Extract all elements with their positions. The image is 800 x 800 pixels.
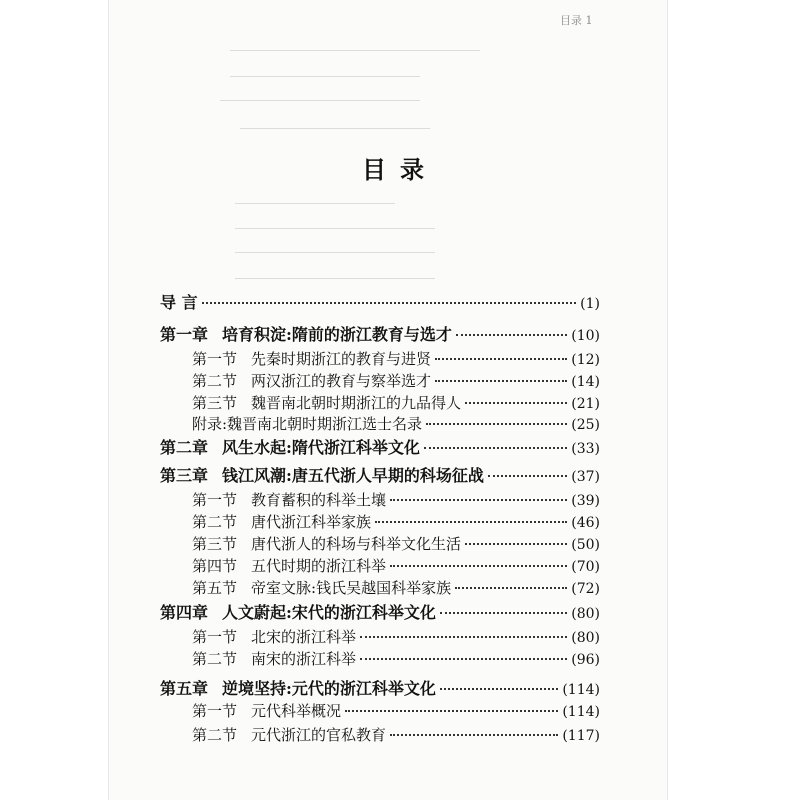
toc-entry-title: 附录:魏晋南北朝时期浙江选士名录 — [192, 415, 423, 433]
bleed-through-rule — [230, 76, 420, 77]
dot-leader — [345, 709, 558, 712]
dot-leader — [426, 422, 567, 425]
toc-entry-number: 第二节 — [192, 650, 238, 668]
toc-entry-number: 第一节 — [192, 491, 238, 509]
toc-section-entry[interactable] — [192, 724, 600, 745]
dot-leader — [435, 379, 567, 382]
toc-page-number: (80) — [571, 630, 600, 646]
toc-entry-number: 第三节 — [192, 394, 238, 412]
toc-entry-title: 南宋的浙江科举 — [251, 650, 357, 668]
dot-leader — [440, 611, 567, 614]
toc-entry-number: 第三章 — [160, 466, 209, 485]
toc-section-entry[interactable] — [192, 700, 600, 721]
toc-page-number: (37) — [571, 469, 600, 485]
toc-entry-number: 第一章 — [160, 325, 209, 344]
toc-section-entry[interactable] — [192, 370, 600, 391]
bleed-through-rule — [230, 50, 480, 51]
toc-entry-title: 元代浙江的官私教育 — [251, 726, 387, 744]
toc-section-entry[interactable] — [192, 533, 600, 554]
dot-leader — [360, 657, 567, 660]
toc-entry-title: 先秦时期浙江的教育与进贤 — [251, 350, 432, 368]
toc-chapter-entry[interactable] — [160, 290, 600, 313]
toc-section-entry[interactable] — [192, 348, 600, 369]
toc-entry-title: 两汉浙江的教育与察举选才 — [251, 372, 432, 390]
toc-page-number: (80) — [571, 606, 600, 622]
toc-page-number: (39) — [571, 493, 600, 509]
toc-entry-number: 导 言 — [160, 293, 198, 312]
toc-entry-title: 逆境坚持:元代的浙江科举文化 — [222, 679, 436, 698]
toc-entry-number: 第二节 — [192, 372, 238, 390]
dot-leader — [455, 586, 567, 589]
toc-entry-title: 钱江风潮:唐五代浙人早期的科场征战 — [222, 466, 484, 485]
dot-leader — [360, 635, 567, 638]
toc-page-number: (70) — [571, 559, 600, 575]
toc-section-entry[interactable] — [192, 511, 600, 532]
bleed-through-rule — [220, 100, 420, 101]
dot-leader — [465, 401, 567, 404]
toc-entry-title: 教育蓄积的科举土壤 — [251, 491, 387, 509]
toc-entry-number: 第三节 — [192, 535, 238, 553]
toc-page-number: (50) — [571, 537, 600, 553]
toc-page-number: (12) — [571, 352, 600, 368]
toc-entry-title: 人文蔚起:宋代的浙江科举文化 — [222, 603, 436, 622]
toc-page-number: (72) — [571, 581, 600, 597]
dot-leader — [440, 687, 558, 690]
running-head: 目录 1 — [560, 14, 593, 27]
dot-leader — [390, 498, 567, 501]
bleed-through-rule — [235, 203, 395, 204]
toc-section-entry[interactable] — [192, 489, 600, 510]
toc-page-number: (25) — [571, 417, 600, 433]
toc-entry-number: 第一节 — [192, 628, 238, 646]
toc-title: 目录 — [362, 155, 438, 184]
toc-entry-title: 北宋的浙江科举 — [251, 628, 357, 646]
toc-page-number: (114) — [562, 682, 600, 698]
toc-section-entry[interactable] — [192, 648, 600, 669]
toc-page-number: (33) — [571, 441, 600, 457]
toc-page-number: (117) — [562, 728, 600, 744]
toc-entry-title: 元代科举概况 — [251, 702, 342, 720]
dot-leader — [390, 733, 558, 736]
toc-section-entry[interactable] — [192, 577, 600, 598]
toc-entry-number: 第五节 — [192, 579, 238, 597]
dot-leader — [456, 333, 567, 336]
dot-leader — [424, 446, 567, 449]
toc-entry-number: 第五章 — [160, 679, 209, 698]
toc-entry-number: 第二节 — [192, 513, 238, 531]
bleed-through-rule — [240, 128, 430, 129]
dot-leader — [202, 301, 577, 304]
toc-entry-number: 第一节 — [192, 702, 238, 720]
toc-page-number: (1) — [580, 296, 600, 312]
dot-leader — [435, 357, 567, 360]
bleed-through-rule — [235, 228, 435, 229]
toc-page-number: (96) — [571, 652, 600, 668]
toc-entry-title: 唐代浙人的科场与科举文化生活 — [251, 535, 462, 553]
toc-entry-title: 风生水起:隋代浙江科举文化 — [222, 438, 420, 457]
toc-entry-number: 第四章 — [160, 603, 209, 622]
toc-page-number: (21) — [571, 396, 600, 412]
dot-leader — [465, 542, 567, 545]
toc-entry-number: 第二节 — [192, 726, 238, 744]
toc-section-entry[interactable] — [192, 413, 600, 434]
toc-entry-number: 第四节 — [192, 557, 238, 575]
toc-page-number: (10) — [571, 328, 600, 344]
toc-entry-number: 第二章 — [160, 438, 209, 457]
dot-leader — [375, 520, 567, 523]
toc-entry-title: 五代时期的浙江科举 — [251, 557, 387, 575]
bleed-through-rule — [235, 252, 435, 253]
toc-section-entry[interactable] — [192, 392, 600, 413]
dot-leader — [390, 564, 567, 567]
toc-chapter-entry[interactable] — [160, 676, 600, 699]
page-edge-left — [108, 0, 109, 800]
toc-chapter-entry[interactable] — [160, 463, 600, 486]
toc-chapter-entry[interactable] — [160, 600, 600, 623]
page-edge-right — [667, 0, 668, 800]
toc-entry-title: 唐代浙江科举家族 — [251, 513, 372, 531]
toc-chapter-entry[interactable] — [160, 322, 600, 345]
toc-entry-number: 第一节 — [192, 350, 238, 368]
toc-entry-title: 帝室文脉:钱氏吴越国科举家族 — [251, 579, 452, 597]
toc-page-number: (114) — [562, 704, 600, 720]
toc-chapter-entry[interactable] — [160, 435, 600, 458]
toc-entry-title: 培育积淀:隋前的浙江教育与选才 — [222, 325, 452, 344]
bleed-through-rule — [235, 278, 435, 279]
toc-page-number: (46) — [571, 515, 600, 531]
toc-section-entry[interactable] — [192, 626, 600, 647]
toc-entry-title: 魏晋南北朝时期浙江的九品得人 — [251, 394, 462, 412]
dot-leader — [488, 474, 567, 477]
toc-section-entry[interactable] — [192, 555, 600, 576]
toc-page-number: (14) — [571, 374, 600, 390]
